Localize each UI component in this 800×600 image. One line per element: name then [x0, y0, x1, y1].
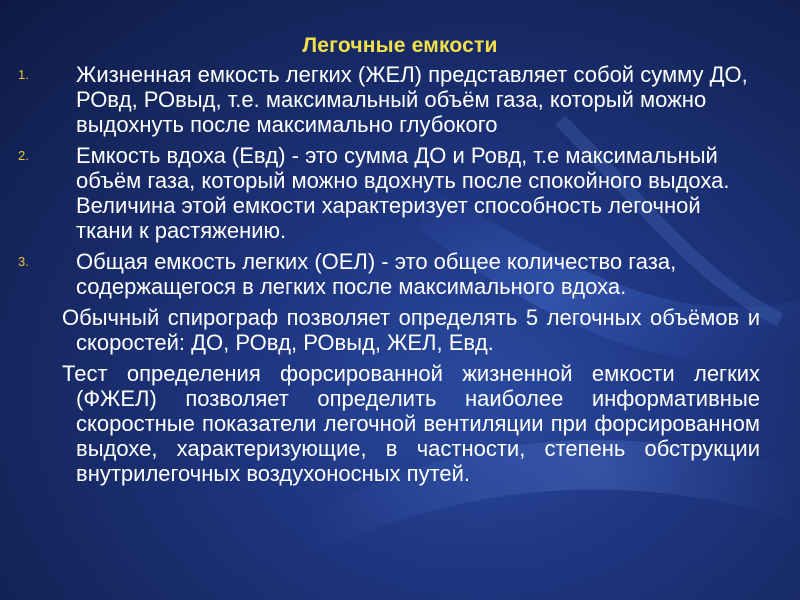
list-item-text: Жизненная емкость легких (ЖЕЛ) представляет собой сумму ДО, РОвд, РОвыд, т.е. максимальный объём газа, который можно выдохнуть после максимально глубокого — [76, 62, 748, 137]
slide-title: Легочные емкости — [302, 34, 498, 57]
list-item-number: 1. — [18, 67, 29, 82]
content-list — [0, 62, 800, 492]
list-item-number: 2. — [18, 148, 29, 163]
paragraph-spirograph: Обычный спирограф позволяет определять 5 легочных объёмов и скоростей: ДО, РОвд, РОвыд, ЖЕЛ, Евд. — [62, 305, 760, 355]
list-item — [0, 62, 800, 137]
paragraph-fvc-test: Тест определения форсированной жизненной емкости легких (ФЖЕЛ) позволяет определить наиболее информативные скоростные показатели легочной вентиляции при форсированном выдохе, характеризующие, в частности, степень обструкции внутрилегочных воздухоносных путей. — [62, 361, 760, 486]
list-item-number: 3. — [18, 254, 29, 269]
list-item-text: Емкость вдоха (Евд) - это сумма ДО и Ровд, т.е максимальный объём газа, который можно вдохнуть после спокойного выдоха. Величина этой емкости характеризует способность легочной ткани к растяжению. — [76, 143, 730, 243]
list-item — [0, 143, 800, 243]
list-item — [0, 249, 800, 299]
list-item-text: Общая емкость легких (ОЕЛ) - это общее количество газа, содержащегося в легких после максимального вдоха. — [76, 249, 677, 299]
